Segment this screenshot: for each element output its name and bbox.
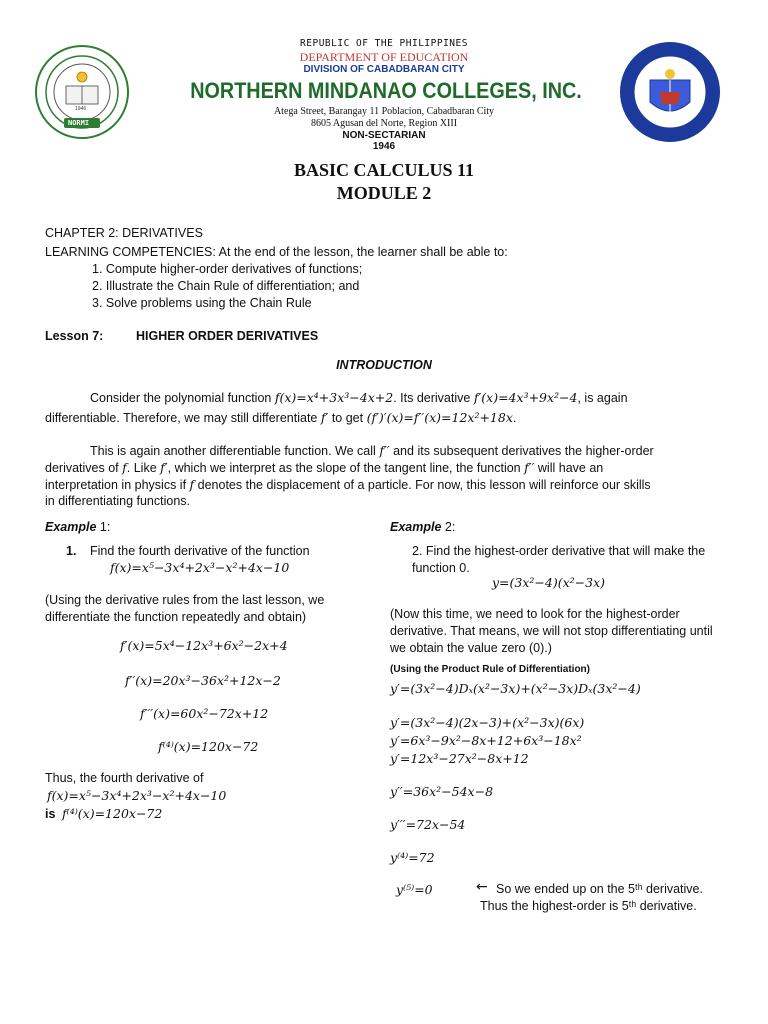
competency-2: 2. Illustrate the Chain Rule of differentiation; and xyxy=(92,279,360,293)
example-1-step-4: f⁽⁴⁾(x)=120x−72 xyxy=(158,739,259,754)
example-1-step-3: f′′′(x)=60x²−72x+12 xyxy=(140,706,269,721)
module-title: BASIC CALCULUS 11 xyxy=(293,160,475,180)
example-2-step-4: y′′=36x²−54x−8 xyxy=(390,784,494,799)
fp-symbol-2: f′ xyxy=(160,460,168,475)
example-2-function: y=(3x²−4)(x²−3x) xyxy=(492,575,606,590)
intro-p2g: interpretation in physics if xyxy=(45,478,187,492)
fpp-symbol: f′′ xyxy=(379,443,390,458)
example-1-is: is xyxy=(45,807,56,821)
function-f-double-prime: (f′)′(x)=f′′(x)=12x²+18x xyxy=(366,410,513,425)
f-symbol-2: f xyxy=(189,477,195,492)
logo-left-year: 1946 xyxy=(75,106,87,112)
intro-p2f: will have an xyxy=(537,461,604,475)
example-1-answer: f⁽⁴⁾(x)=120x−72 xyxy=(62,806,163,821)
example-1-item-num: 1. xyxy=(66,544,77,558)
address-line-2: 8605 Agusan del Norte, Region XIII xyxy=(310,118,458,129)
example-1-note: (Using the derivative rules from the last lesson, we differentiate the function repeatedly and obtain) xyxy=(45,593,325,624)
intro-p1a: Consider the polynomial function xyxy=(90,391,272,405)
intro-p2a: This is again another differentiable function. We call xyxy=(90,444,376,458)
intro-line-1 xyxy=(45,389,723,407)
republic-text: REPUBLIC OF THE PHILIPPINES xyxy=(300,38,468,49)
intro-p2b: and its subsequent derivatives the higher-order xyxy=(393,444,654,458)
example-2-note: (Now this time, we need to look for the highest-order derivative. That means, we will not stop differentiating until we obtain the value zero (0).) xyxy=(390,607,713,655)
example-2-rule: (Using the Product Rule of Differentiation) xyxy=(390,664,590,675)
intro-line-5 xyxy=(45,476,723,494)
intro-line-3 xyxy=(45,442,723,460)
example-1-num: 1: xyxy=(96,520,111,534)
function-f: f(x)=x⁴+3x³−4x+2 xyxy=(274,390,394,405)
example-2-step-1: y′=(3x²−4)(2x−3)+(x²−3x)(6x) xyxy=(390,715,585,730)
lesson-label: Lesson 7: xyxy=(45,329,104,343)
logo-left-bottom-text: NORMI xyxy=(68,119,90,127)
example-1-step-2: f′′(x)=20x³−36x²+12x−2 xyxy=(125,673,281,688)
example-1-step-1: f′(x)=5x⁴−12x³+6x²−2x+4 xyxy=(120,638,288,653)
left-arrow-icon: ← xyxy=(476,879,488,895)
example-2-product: y′=(3x²−4)Dₓ(x²−3x)+(x²−3x)Dₓ(3x²−4) xyxy=(390,681,641,696)
example-2-label xyxy=(390,519,455,536)
intro-p2d: . Like xyxy=(126,461,157,475)
example-2-item: 2. Find the highest-order derivative that will make the function 0. xyxy=(412,544,706,575)
intro-line-2: differentiable. Therefore, we may still differentiate f′ to get (f′)′(x)=f′′(x)=12x²+18x. xyxy=(45,410,517,425)
example-2-step-3: y′=12x³−27x²−8x+12 xyxy=(390,751,529,766)
competency-1: 1. Compute higher-order derivatives of functions; xyxy=(92,262,363,276)
intro-line-4 xyxy=(45,459,723,477)
school-year: 1946 xyxy=(372,141,396,152)
competencies-intro: LEARNING COMPETENCIES: At the end of the lesson, the learner shall be able to: xyxy=(45,245,508,259)
fp-symbol: f′ xyxy=(320,410,329,425)
f-symbol: f xyxy=(122,460,127,475)
chapter-heading: CHAPTER 2: DERIVATIVES xyxy=(45,226,203,240)
example-1-label xyxy=(45,519,110,536)
function-f-prime: f′(x)=4x³+9x²−4 xyxy=(473,390,578,405)
school-name: NORTHERN MINDANAO COLLEGES, INC. xyxy=(190,78,582,103)
example-2-arrow-note: So we ended up on the 5ᵗʰ derivative. Thus the highest-order is 5ᵗʰ derivative. xyxy=(480,882,703,913)
example-2-step-7: y⁽⁵⁾=0 xyxy=(396,882,433,897)
example-2-step-2: y′=6x³−9x²−8x+12+6x³−18x² xyxy=(390,733,582,748)
example-1-function-again: f(x)=x⁵−3x⁴+2x³−x²+4x−10 xyxy=(47,788,227,803)
example-2-step-6: y⁽⁴⁾=72 xyxy=(390,850,435,865)
fpp-symbol-2: f′′ xyxy=(524,460,535,475)
competency-3: 3. Solve problems using the Chain Rule xyxy=(92,296,312,310)
example-2-step-5: y′′′=72x−54 xyxy=(390,817,466,832)
address-line-1: Atega Street, Barangay 11 Poblacion, Cabadbaran City xyxy=(273,106,495,117)
intro-p1d: differentiable. Therefore, we may still differentiate xyxy=(45,411,318,425)
example-2-num: 2: xyxy=(441,520,456,534)
example-1-function: f(x)=x⁵−3x⁴+2x³−x²+4x−10 xyxy=(110,560,290,575)
intro-p1b: . Its derivative xyxy=(393,391,471,405)
intro-p1e: to get xyxy=(331,411,364,425)
intro-p2c: derivatives of xyxy=(45,461,119,475)
module-number: MODULE 2 xyxy=(336,183,432,203)
example-1-conclusion: Thus, the fourth derivative of xyxy=(45,771,204,785)
intro-p2h: denotes the displacement of a particle. For now, this lesson will reinforce our skills xyxy=(197,478,651,492)
lesson-title: HIGHER ORDER DERIVATIVES xyxy=(136,329,319,343)
division-text: DIVISION OF CABADBARAN CITY xyxy=(303,64,465,75)
intro-p1c: , is again xyxy=(577,391,628,405)
intro-line-6: in differentiating functions. xyxy=(45,494,191,508)
example-1-word: Example xyxy=(45,520,97,534)
department-text: DEPARTMENT OF EDUCATION xyxy=(299,50,469,64)
example-1-item: Find the fourth derivative of the function xyxy=(90,544,310,558)
school-type: NON-SECTARIAN xyxy=(342,130,426,141)
intro-p2e: , which we interpret as the slope of the tangent line, the function xyxy=(167,461,521,475)
introduction-heading: INTRODUCTION xyxy=(336,358,432,372)
example-2-word: Example xyxy=(390,520,442,534)
